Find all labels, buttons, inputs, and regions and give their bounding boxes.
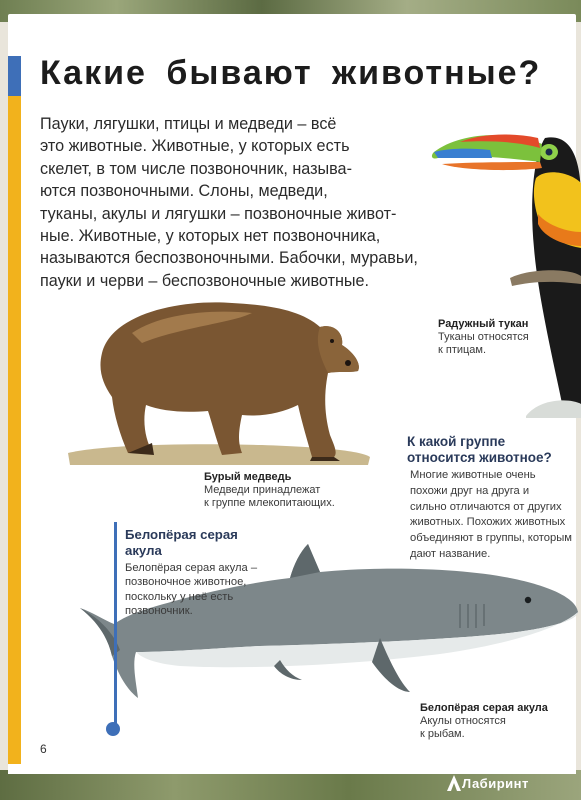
shark-caption: [420, 702, 570, 741]
toucan-caption: [438, 318, 578, 357]
section-body-line: дают название.: [410, 547, 491, 560]
shark-info-heading-line: Белопёрая серая: [125, 527, 238, 542]
shark-info-heading: [125, 527, 285, 559]
bear-illustration: [62, 293, 374, 471]
bear-caption-line: к группе млекопитающих.: [204, 497, 335, 509]
intro-line: ные. Животные, у которых нет позвоночника,: [40, 227, 381, 246]
section-body-line: животных. Похожих животных: [410, 516, 566, 529]
shark-caption-line: Акулы относятся: [420, 715, 506, 727]
shark-caption-line: к рыбам.: [420, 728, 465, 740]
shark-info-body-line: позвоночное животное,: [125, 576, 247, 589]
intro-line: Пауки, лягушки, птицы и медведи – всё: [40, 115, 337, 133]
intro-line: ются позвоночными. Слоны, медведи,: [40, 182, 328, 201]
toucan-caption-title: Радужный тукан: [438, 318, 529, 330]
intro-paragraph: [40, 113, 480, 292]
labirint-logo-icon: [446, 774, 462, 792]
intro-line: называются беспозвоночными. Бабочки, муравьи,: [40, 249, 418, 268]
toucan-illustration: [430, 128, 581, 418]
section-heading-line: К какой группе: [407, 434, 506, 449]
section-body-line: похожи друг на друга и: [410, 484, 530, 497]
shark-info-dot: [106, 722, 120, 736]
section-body-line: объединяют в группы, которым: [410, 532, 572, 545]
shark-info-body-line: Белопёрая серая акула –: [125, 562, 258, 574]
page-title: Какие бывают животные?: [40, 54, 542, 92]
shark-info-body-line: поскольку у неё есть: [125, 590, 234, 603]
intro-line: это животные. Животные, у которых есть: [40, 137, 350, 156]
bear-caption: [204, 471, 384, 510]
toucan-caption-line: Туканы относятся: [438, 331, 529, 343]
section-body-line: Многие животные очень: [410, 469, 536, 481]
watermark: Лабиринт: [462, 776, 529, 791]
toucan-caption-line: к птицам.: [438, 344, 487, 356]
yellow-side-bar: [8, 56, 21, 764]
section-heading-line: относится животное?: [407, 450, 552, 465]
bear-caption-line: Медведи принадлежат: [204, 484, 321, 496]
shark-info-heading-line: акула: [125, 543, 162, 558]
intro-line: туканы, акулы и лягушки – позвоночные живот-: [40, 204, 397, 223]
bear-caption-title: Бурый медведь: [204, 471, 292, 483]
shark-caption-title: Белопёрая серая акула: [420, 702, 548, 714]
intro-line: пауки и черви – беспозвоночные животные.: [40, 271, 370, 290]
shark-info-line: [114, 522, 117, 728]
shark-info-body-line: позвоночник.: [125, 605, 193, 618]
section-body-line: сильно отличаются от других: [410, 500, 562, 513]
section-heading: [407, 434, 577, 466]
shark-info-body: [125, 561, 295, 619]
page-number: 6: [40, 742, 47, 756]
intro-line: скелет, в том числе позвоночник, называ-: [40, 159, 352, 178]
blue-side-tab: [8, 56, 21, 96]
